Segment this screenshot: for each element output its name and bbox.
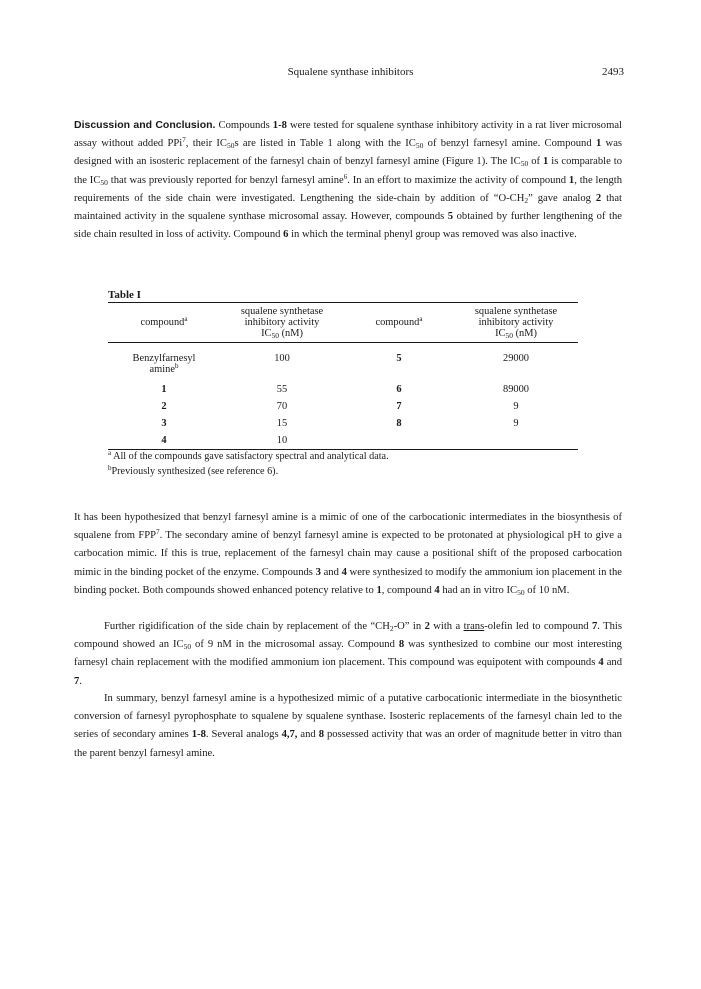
- text-run: was designed with an isosteric replacement of the farnesyl chain of benzyl farnesyl amine (Figure 1). The IC: [74, 138, 623, 168]
- table-cell: 8: [396, 418, 402, 429]
- footnote-b: $^b$Previously synthesized (see reference 6).: [108, 464, 279, 477]
- compound-ref: 6: [283, 229, 289, 241]
- compound-ref: 2: [595, 192, 602, 204]
- col-header-compound: compound$^a$: [140, 315, 188, 328]
- table-cell: 2: [161, 401, 167, 412]
- running-header: [0, 66, 701, 80]
- table-cell: [344, 432, 454, 449]
- compound-ref: 1-8: [272, 120, 287, 131]
- col-header-activity-2: squalene synthetase inhibitory activity $IC_{50}$ (nM): [474, 306, 558, 340]
- data-table-body: [108, 343, 578, 449]
- table-row: [108, 353, 578, 375]
- running-title: Squalene synthase inhibitors: [287, 66, 414, 78]
- col-header-compound-2: compound$^a$: [375, 315, 423, 328]
- table-cell: 3: [161, 418, 167, 429]
- table-cell: 100: [274, 353, 290, 364]
- text-run: ” gave analog: [528, 192, 596, 204]
- citation: 6: [343, 172, 348, 181]
- text-run: in which the terminal phenyl group was removed was also inactive.: [288, 229, 577, 241]
- text-run: of: [528, 156, 544, 168]
- page-number: 2493: [602, 66, 624, 78]
- table-header-row: [108, 303, 578, 342]
- table-cell: 9: [513, 418, 519, 429]
- table-cell: Benzylfarnesyl amine$^b$: [132, 353, 196, 375]
- body-paragraph-3: Further rigidification of the side chain by replacement of the “$CH_2-O$” in 2 with a trans-olefin led to compound 7. This compound showed an $IC_{50}$ of 9 nM in the microsomal assay. Compound 8 was synthesized to combine our most interesting farnesyl chain replacement with the modified ammonium ion placement. This compound was equipotent with compounds 4 and 7.: [74, 621, 622, 687]
- table-title: Table I: [108, 289, 141, 301]
- table-cell: 10: [276, 435, 288, 446]
- table-row: [108, 398, 578, 415]
- subscript: 50: [415, 141, 424, 151]
- text-run: obtained by further lengthening of the side chain resulted in loss of activity. Compound: [74, 211, 622, 241]
- table-cell: [454, 432, 578, 449]
- table-cell: 70: [276, 401, 288, 412]
- subscript: 50: [100, 177, 108, 187]
- table-cell: 5: [396, 353, 402, 364]
- body-paragraph-4: In summary, benzyl farnesyl amine is a hypothesized mimic of a putative carbocationic intermediate in the biosynthetic conversion of farnesyl pyrophosphate to squalene by squalene synthase. Isosteric replacements of the farnesyl chain led to the series of secondary amines 1-8. Several analogs 4,7, and 8 possessed activity that was an order of magnitude better in vitro than the parent benzyl farnesyl amine.: [74, 693, 622, 759]
- compound-ref: 1: [543, 156, 549, 168]
- text-run: s are listed in Table 1 along with the IC: [234, 138, 416, 150]
- data-table: [108, 303, 578, 342]
- text-run: were tested for squalene synthase inhibitory activity in a rat liver microsomal assay without added PPi: [74, 120, 622, 150]
- text-run: of benzyl farnesyl amine. Compound: [423, 138, 596, 150]
- table-cell: 7: [396, 401, 402, 412]
- body-paragraph-2: It has been hypothesized that benzyl farnesyl amine is a mimic of one of the carbocationic intermediates in the biosynthesis of squalene from FPP$^7$. The secondary amine of benzyl farnesyl amine is expected to be protonated at physiological pH to give a carbocation mimic. If this is true, replacement of the farnesyl chain may cause a positional shift of the proposed carbocation mimic in the binding pocket of the enzyme. Compounds 3 and 4 were synthesized to modify the ammonium ion placement in the binding pocket. Both compounds showed enhanced potency relative to 1, compound 4 had an in vitro $IC_{50}$ of 10 nM.: [74, 512, 623, 597]
- compound-ref: 1: [568, 174, 575, 186]
- table-cell: 89000: [503, 383, 529, 395]
- subscript: 50: [520, 159, 529, 169]
- subscript: 2: [524, 195, 529, 205]
- compound-ref: 5: [447, 211, 454, 223]
- table-cell: 9: [513, 401, 519, 412]
- footnote-a: $^a$ All of the compounds gave satisfactory spectral and analytical data.: [108, 449, 389, 462]
- table-cell: 1: [161, 383, 167, 395]
- compound-ref: 1: [595, 138, 602, 150]
- text-run: , their IC: [185, 138, 228, 150]
- table-1: [108, 289, 578, 478]
- section-heading: Discussion and Conclusion.: [74, 119, 216, 131]
- table-cell: 29000: [503, 353, 529, 364]
- table-bottom-rule: [108, 449, 578, 450]
- text-run: , the length requirements of the side chain were investigated. Lengthening the side-chain by addition of “O-CH: [74, 174, 623, 204]
- table-cell: 15: [276, 418, 288, 429]
- col-header-activity: squalene synthetase inhibitory activity $IC_{50}$ (nM): [240, 306, 324, 340]
- table-row: [108, 415, 578, 432]
- table-cell: 4: [161, 435, 167, 446]
- table-footnotes: [108, 451, 578, 478]
- table-cell: 6: [396, 383, 402, 395]
- discussion-paragraph: [74, 116, 622, 244]
- citation: 7: [182, 136, 186, 145]
- table-row: [108, 380, 578, 398]
- subscript: 50: [227, 141, 235, 151]
- text-run: is comparable to the IC: [74, 156, 622, 186]
- text-run: that was previously reported for benzyl farnesyl amine: [107, 174, 344, 186]
- text-run: that maintained activity in the squalene synthase microsomal assay. However, compounds: [74, 192, 622, 223]
- text-run: . In an effort to maximize the activity of compound: [347, 174, 569, 186]
- table-cell: 55: [276, 383, 288, 395]
- table-row: [108, 432, 578, 449]
- text-run: Compounds: [215, 120, 273, 131]
